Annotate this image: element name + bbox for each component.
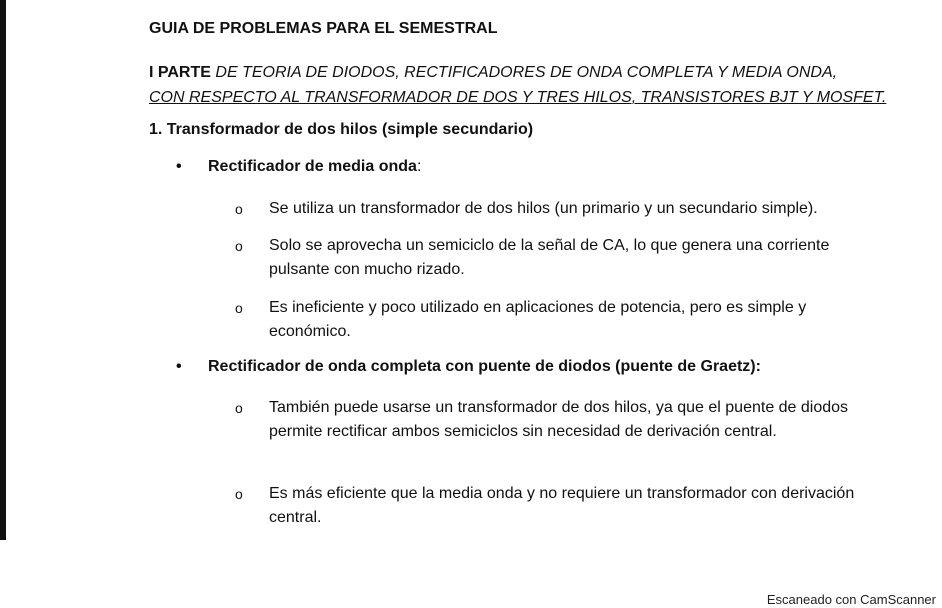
sub-bullet-icon: o [235, 486, 243, 502]
part-intro [149, 60, 919, 110]
document-heading: GUIA DE PROBLEMAS PARA EL SEMESTRAL [149, 20, 498, 37]
part-line-2: CON RESPECTO AL TRANSFORMADOR DE DOS Y TRES HILOS, TRANSISTORES BJT Y MOSFET. [149, 89, 887, 106]
bullet-title: Rectificador de media onda [208, 158, 417, 175]
part-line-1: DE TEORIA DE DIODOS, RECTIFICADORES DE ONDA COMPLETA Y MEDIA ONDA, [210, 64, 838, 81]
list-item-text: Solo se aprovecha un semiciclo de la señal de CA, lo que genera una corriente pulsante con mucho rizado. [269, 237, 830, 278]
list-item-text: Es ineficiente y poco utilizado en aplicaciones de potencia, pero es simple y económico. [269, 299, 807, 340]
sub-bullet-icon: o [235, 238, 243, 254]
bullet-full-wave [176, 358, 761, 376]
list-item-text: También puede usarse un transformador de dos hilos, ya que el puente de diodos permite rectificar ambos semiciclos sin necesidad de derivación central. [269, 399, 849, 440]
section-title: 1. Transformador de dos hilos (simple secundario) [149, 121, 534, 138]
bullet-title: Rectificador de onda completa con puente de diodos (puente de Graetz): [208, 358, 761, 375]
list-item-text: Es más eficiente que la media onda y no requiere un transformador con derivación central. [269, 485, 855, 526]
bullet-dot: • [176, 358, 182, 375]
bullet-suffix: : [416, 158, 422, 175]
part-lead: I PARTE [149, 64, 211, 81]
bullet-dot: • [176, 158, 182, 175]
sub-bullet-icon: o [235, 400, 243, 416]
sub-bullet-icon: o [235, 201, 243, 217]
list-item-text: Se utiliza un transformador de dos hilos (un primario y un secundario simple). [269, 200, 818, 217]
sub-bullet-icon: o [235, 300, 243, 316]
bullet-half-wave [176, 158, 421, 176]
scanner-watermark: Escaneado con CamScanner [766, 592, 936, 607]
